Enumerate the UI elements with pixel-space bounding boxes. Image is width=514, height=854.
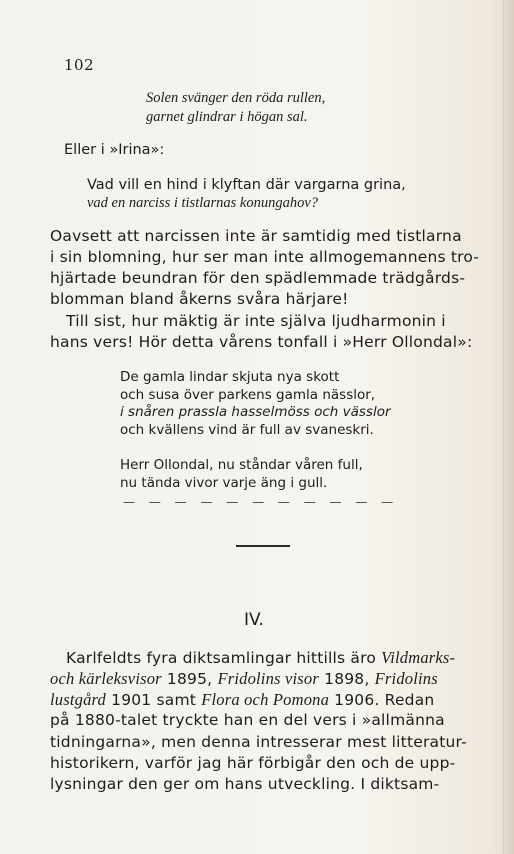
poem-line: och susa över parkens gamla nässlor, <box>120 387 376 403</box>
book-title: Vildmarks- <box>381 648 456 667</box>
intro-line: Eller i »Irina»: <box>64 142 165 158</box>
text-run: 1901 samt <box>106 691 202 709</box>
poem-line: Herr Ollondal, nu ståndar våren full, <box>120 457 363 473</box>
poem-line: i snåren prassla hasselmöss och vässlor <box>120 404 391 420</box>
book-title: Fridolins visor <box>217 669 319 688</box>
dash-row: — — — — — — — — — — — <box>123 495 399 509</box>
book-title: och kärleksvisor <box>50 669 162 688</box>
book-title: lustgård <box>50 690 106 709</box>
paragraph-line <box>50 671 438 688</box>
page-number: 102 <box>64 56 95 74</box>
paragraph-line: Till sist, hur mäktig är inte själva ljudharmonin i <box>66 312 446 330</box>
poem-line: nu tända vivor varje äng i gull. <box>120 475 328 491</box>
poem-line: De gamla lindar skjuta nya skott <box>120 369 340 385</box>
poem-line: Vad vill en hind i klyftan där vargarna grina, <box>87 177 406 193</box>
text-run: 1895, <box>161 670 218 688</box>
paragraph-line: historikern, varför jag här förbigår den och de upp- <box>50 754 456 772</box>
poem-line: vad en narciss i tistlarnas konungahov? <box>87 195 319 211</box>
paragraph-line: på 1880-talet tryckte han en del vers i »allmänna <box>50 711 445 729</box>
paragraph-line: hjärtade beundran för den spädlemmade trädgårds- <box>50 269 466 287</box>
paragraph-line: i sin blomning, hur ser man inte allmogemannens tro- <box>50 248 480 266</box>
paragraph-line: tidningarna», men denna intresserar mest litteratur- <box>50 733 467 751</box>
paragraph-line <box>66 650 455 667</box>
page-edge <box>503 0 514 854</box>
text-run: 1906. Redan <box>329 691 435 709</box>
poem-line: Solen svänger den röda rullen, <box>146 90 326 106</box>
paragraph-line <box>50 692 434 709</box>
text-run: Karlfeldts fyra diktsamlingar hittills äro <box>66 649 382 667</box>
paragraph-line: hans vers! Hör detta vårens tonfall i »Herr Ollondal»: <box>50 333 473 351</box>
section-numeral: IV. <box>244 610 264 630</box>
section-divider <box>236 545 290 547</box>
book-title: Flora och Pomona <box>201 690 330 709</box>
paragraph-line: blomman bland åkerns svåra härjare! <box>50 290 349 308</box>
poem-line: garnet glindrar i högan sal. <box>146 109 308 125</box>
paragraph-line: Oavsett att narcissen inte är samtidig med tistlarna <box>50 227 462 245</box>
book-title: Fridolins <box>374 669 438 688</box>
text-run: 1898, <box>319 670 375 688</box>
poem-line: och kvällens vind är full av svaneskri. <box>120 422 374 438</box>
paragraph-line: lysningar den ger om hans utveckling. I diktsam- <box>50 775 440 793</box>
